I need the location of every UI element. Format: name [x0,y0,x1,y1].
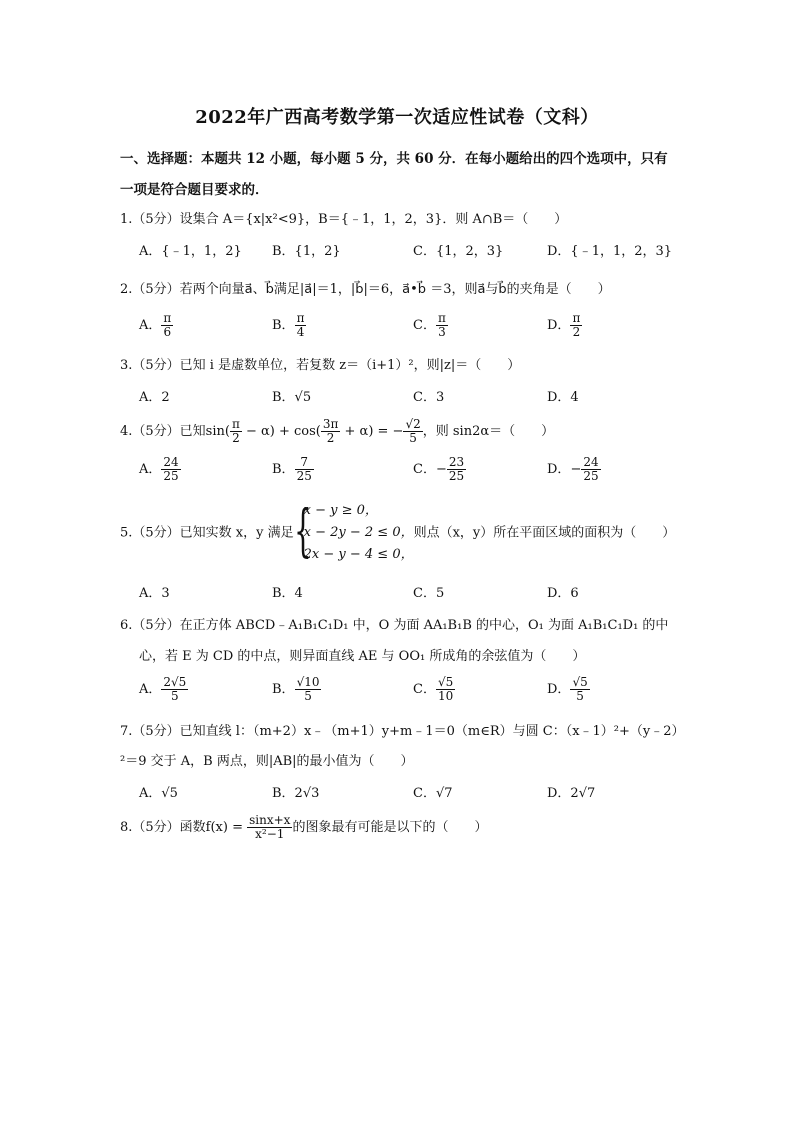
denominator: 2 [572,325,581,340]
denominator: 5 [409,431,417,446]
stem-text: 则点（x，y）所在平面区域的面积为（ ） [413,525,676,541]
sign: − [570,462,582,478]
stem-text: 8.（5分）函数f(x) = [120,820,248,836]
denominator: 25 [583,469,599,484]
numerator: √10 [296,675,320,689]
option-label: B． [272,462,295,478]
denominator: 3 [438,325,446,340]
numerator: 7 [295,456,314,470]
question-1-option-d: D．{﹣1，1，2，3} [547,244,673,259]
question-1-option-c: C．{1，2，3} [413,244,504,259]
fraction [581,456,600,483]
question-1-stem: 1.（5分）设集合 A＝{x|x²<9}，B＝{﹣1，1，2，3}．则 A∩B＝（ ） [120,212,568,227]
denominator: 5 [304,689,312,704]
question-8-stem [120,814,690,841]
section-heading-line2: 一项是符合题目要求的． [120,182,269,198]
fraction [295,312,307,339]
question-3-stem: 3.（5分）已知 i 是虚数单位，若复数 z＝（i+1）²，则|z|＝（ ） [120,358,521,373]
question-6-option-b [272,676,321,703]
fraction [161,676,188,703]
denominator: 25 [163,469,179,484]
page-title: 2022年广西高考数学第一次适应性试卷（文科） [195,107,599,128]
stem-text: − α) + cos( [241,424,321,440]
question-6-stem-line1: 6.（5分）在正方体 ABCD﹣A₁B₁C₁D₁ 中，O 为面 AA₁B₁B 的中心，O₁ 为面 A₁B₁C₁D₁ 的中 [120,618,669,633]
question-3-option-d: D．4 [547,390,579,405]
option-label: C． [413,318,436,334]
stem-text: + α) = − [340,424,404,440]
sign: − [435,462,447,478]
option-label: B． [272,318,295,334]
question-3-option-a: A．2 [139,390,170,405]
question-2-option-a [139,312,173,339]
question-4-stem [120,418,690,445]
question-1-option-a: A．{﹣1，1，2} [139,244,242,259]
denominator: 6 [163,325,172,340]
question-5-option-d: D．6 [547,586,579,601]
inequality-line: x − y ≥ 0， [303,503,378,518]
numerator: π [572,311,581,325]
numerator: π [231,417,240,431]
question-2-option-c [413,312,448,339]
question-3-option-c: C．3 [413,390,445,405]
question-6-option-d [547,676,590,703]
stem-text: 5.（5分）已知实数 x，y 满足 [120,525,294,541]
fraction [295,456,314,483]
numerator: 23 [448,455,465,469]
question-4-option-a [139,456,181,483]
stem-text: 的图象最有可能是以下的（ ） [292,820,488,836]
question-5-stem [120,500,690,566]
question-2-option-d [547,312,582,339]
fraction [321,418,341,445]
numerator: 2√5 [163,675,187,689]
denominator: 25 [296,469,312,484]
numerator: 24 [583,455,599,469]
question-2-option-b [272,312,306,339]
numerator: π [437,311,446,325]
question-7-option-a: A．√5 [139,786,178,801]
question-4-option-c [413,456,466,483]
option-label: D． [547,682,571,698]
option-label: D． [547,318,571,334]
denominator: 2 [326,431,335,446]
option-label: B． [272,682,295,698]
numerator: π [163,311,172,325]
denominator: 5 [576,689,584,704]
option-label: C． [413,682,436,698]
question-7-option-d: D．2√7 [547,786,596,801]
denominator: 4 [296,325,305,340]
option-label: A． [139,462,162,478]
fraction [570,312,582,339]
question-5-option-b: B．4 [272,586,303,601]
inequality-line: x − 2y − 2 ≤ 0， [303,525,414,540]
numerator: 3π [322,417,339,431]
fraction [436,676,455,703]
numerator: √2 [405,417,421,431]
question-6-option-c [413,676,455,703]
section-heading-line1: 一、选择题：本题共 12 小题，每小题 5 分，共 60 分．在每小题给出的四个选项中，只有 [120,151,668,167]
question-7-stem-line2: ²＝9 交于 A，B 两点，则|AB|的最小值为（ ） [120,754,414,769]
option-label: A． [139,318,162,334]
fraction [230,418,242,445]
stem-text: ，则 sin2α＝（ ） [422,424,555,440]
question-7-stem-line1: 7.（5分）已知直线 l：（m+2）x﹣（m+1）y+m﹣1＝0（m∈R）与圆 C：（x﹣1）²+（y﹣2） [120,724,685,739]
fraction [161,456,180,483]
denominator: 5 [171,689,179,704]
option-label: D． [547,462,571,478]
option-label: A． [139,682,162,698]
question-5-option-c: C．5 [413,586,445,601]
inequality-line: 2x − y − 4 ≤ 0， [303,547,414,562]
numerator: π [296,311,305,325]
stem-text: 4.（5分）已知sin( [120,424,230,440]
option-label: C． [413,462,436,478]
fraction [295,676,322,703]
question-2-stem: 2.（5分）若两个向量a⃗、b⃗满足|a⃗|＝1，|b⃗|＝6，a⃗•b⃗ ＝3，则a⃗与b⃗的夹角是（ ） [120,282,611,297]
inequality-system [294,500,414,566]
denominator: 25 [448,469,465,484]
brace-icon: { [293,499,312,564]
question-4-option-d [547,456,601,483]
denominator: x²−1 [255,827,285,842]
question-7-option-b: B．2√3 [272,786,320,801]
question-4-option-b [272,456,314,483]
question-1-option-b: B．{1，2} [272,244,341,259]
fraction [403,418,422,445]
fraction [570,676,589,703]
fraction [161,312,173,339]
question-7-option-c: C．√7 [413,786,453,801]
fraction [247,814,292,841]
question-3-option-b: B．√5 [272,390,312,405]
denominator: 2 [232,431,240,446]
numerator: sinx+x [249,813,291,827]
numerator: √5 [437,675,454,689]
fraction [436,312,448,339]
question-6-option-a [139,676,188,703]
denominator: 10 [437,689,454,704]
fraction [447,456,466,483]
question-6-stem-line2: 心，若 E 为 CD 的中点，则异面直线 AE 与 OO₁ 所成角的余弦值为（ ） [139,649,586,664]
numerator: √5 [572,675,588,689]
question-5-option-a: A．3 [139,586,170,601]
numerator: 24 [163,455,179,469]
